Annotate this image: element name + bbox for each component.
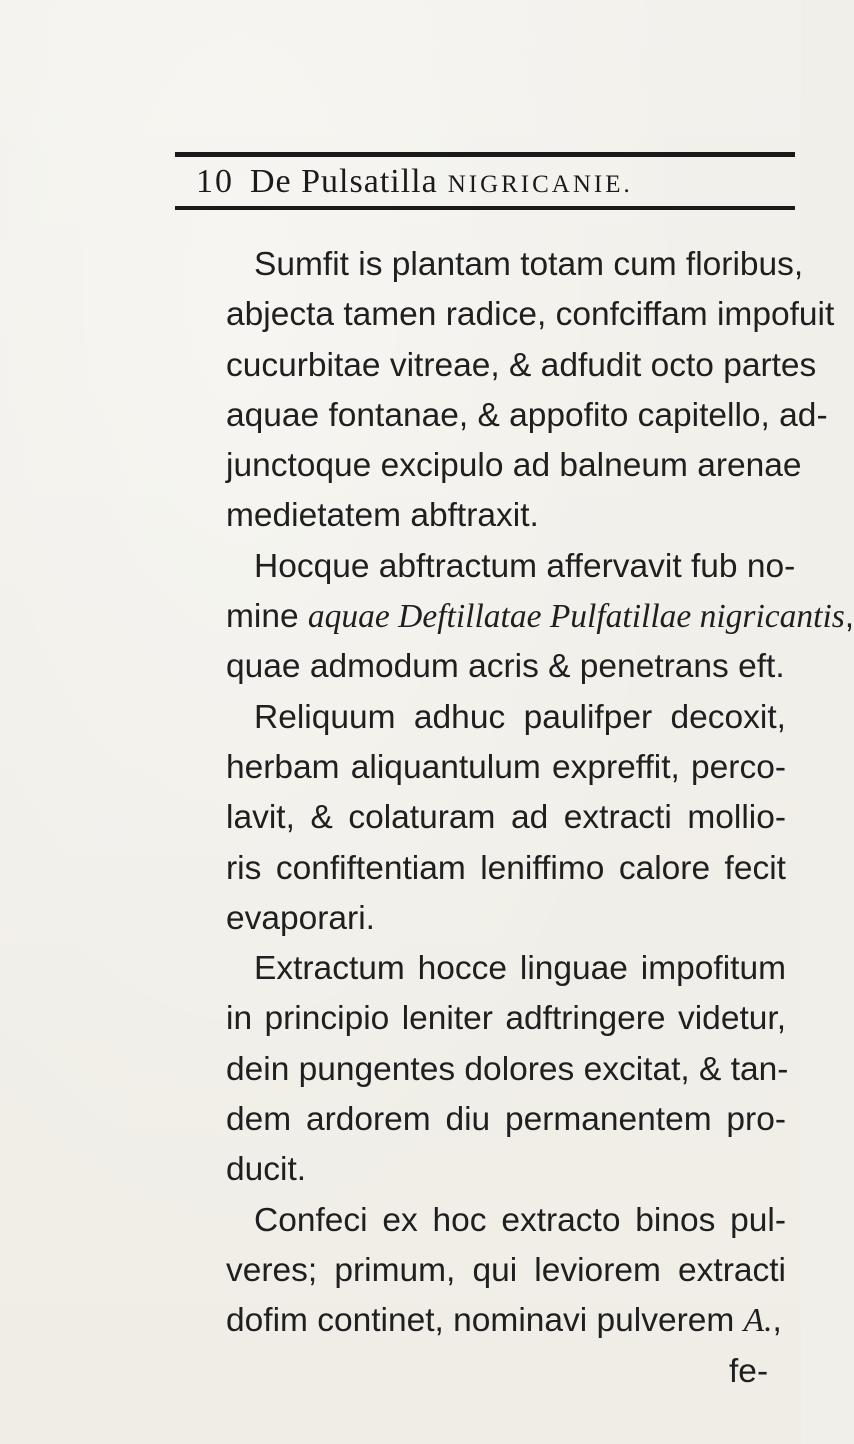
page-number: 10 [196, 163, 234, 200]
header-rule-top [175, 152, 795, 157]
text-line: dein pungentes dolores excitat, & tan- [226, 1050, 789, 1088]
catchword: fe- [729, 1352, 769, 1390]
text-line [226, 592, 854, 642]
text-line: ris confiftentiam leniffimo calore fecit [226, 849, 786, 887]
text-line: lavit, & colaturam ad extracti mollio- [226, 799, 786, 837]
text-line [226, 1296, 786, 1346]
text-line: Confeci ex hoc extracto binos pul- [254, 1201, 786, 1239]
text-line: ducit. [226, 1151, 307, 1189]
italic-term: aquae Deftillatae Pulfatillae nigricantis [307, 598, 845, 636]
text-line: herbam aliquantulum expreffit, perco- [226, 748, 786, 786]
text-fragment: mine [226, 598, 308, 636]
text-line: quae admodum acris & penetrans eft. [226, 648, 785, 686]
text-line: medietatem abftraxit. [226, 497, 539, 535]
text-line: evaporari. [226, 899, 375, 937]
text-fragment: dofim continet, nominavi pulverem [226, 1302, 744, 1340]
text-fragment: , [844, 598, 854, 636]
running-head [196, 162, 796, 202]
text-line: abjecta tamen radice, confciffam impofuit [226, 296, 835, 334]
text-line: Reliquum adhuc paulifper decoxit, [254, 698, 786, 736]
text-line: Extractum hocce linguae impofitum [254, 950, 786, 988]
text-line: aquae fontanae, & appofito capitello, ad- [226, 396, 828, 434]
text-line: junctoque excipulo ad balneum arenae [226, 447, 802, 485]
running-title-smallcaps: NIGRICANIE. [447, 171, 633, 198]
text-line: cucurbitae vitreae, & adfudit octo partes [226, 346, 817, 384]
text-fragment: , [772, 1302, 782, 1340]
running-title: De Pulsatilla [250, 163, 438, 200]
text-line: Hocque abftractum affervavit fub no- [254, 547, 796, 585]
header-rule-bottom [175, 206, 795, 210]
text-line: Sumfit is plantam totam cum floribus, [254, 246, 804, 283]
italic-term: A. [743, 1302, 773, 1340]
text-line: dem ardorem diu permanentem pro- [226, 1101, 786, 1139]
text-line: in principio leniter adftringere videtur, [226, 1000, 786, 1038]
body-text [226, 240, 854, 1397]
text-line: veres; primum, qui leviorem extracti [226, 1251, 786, 1289]
